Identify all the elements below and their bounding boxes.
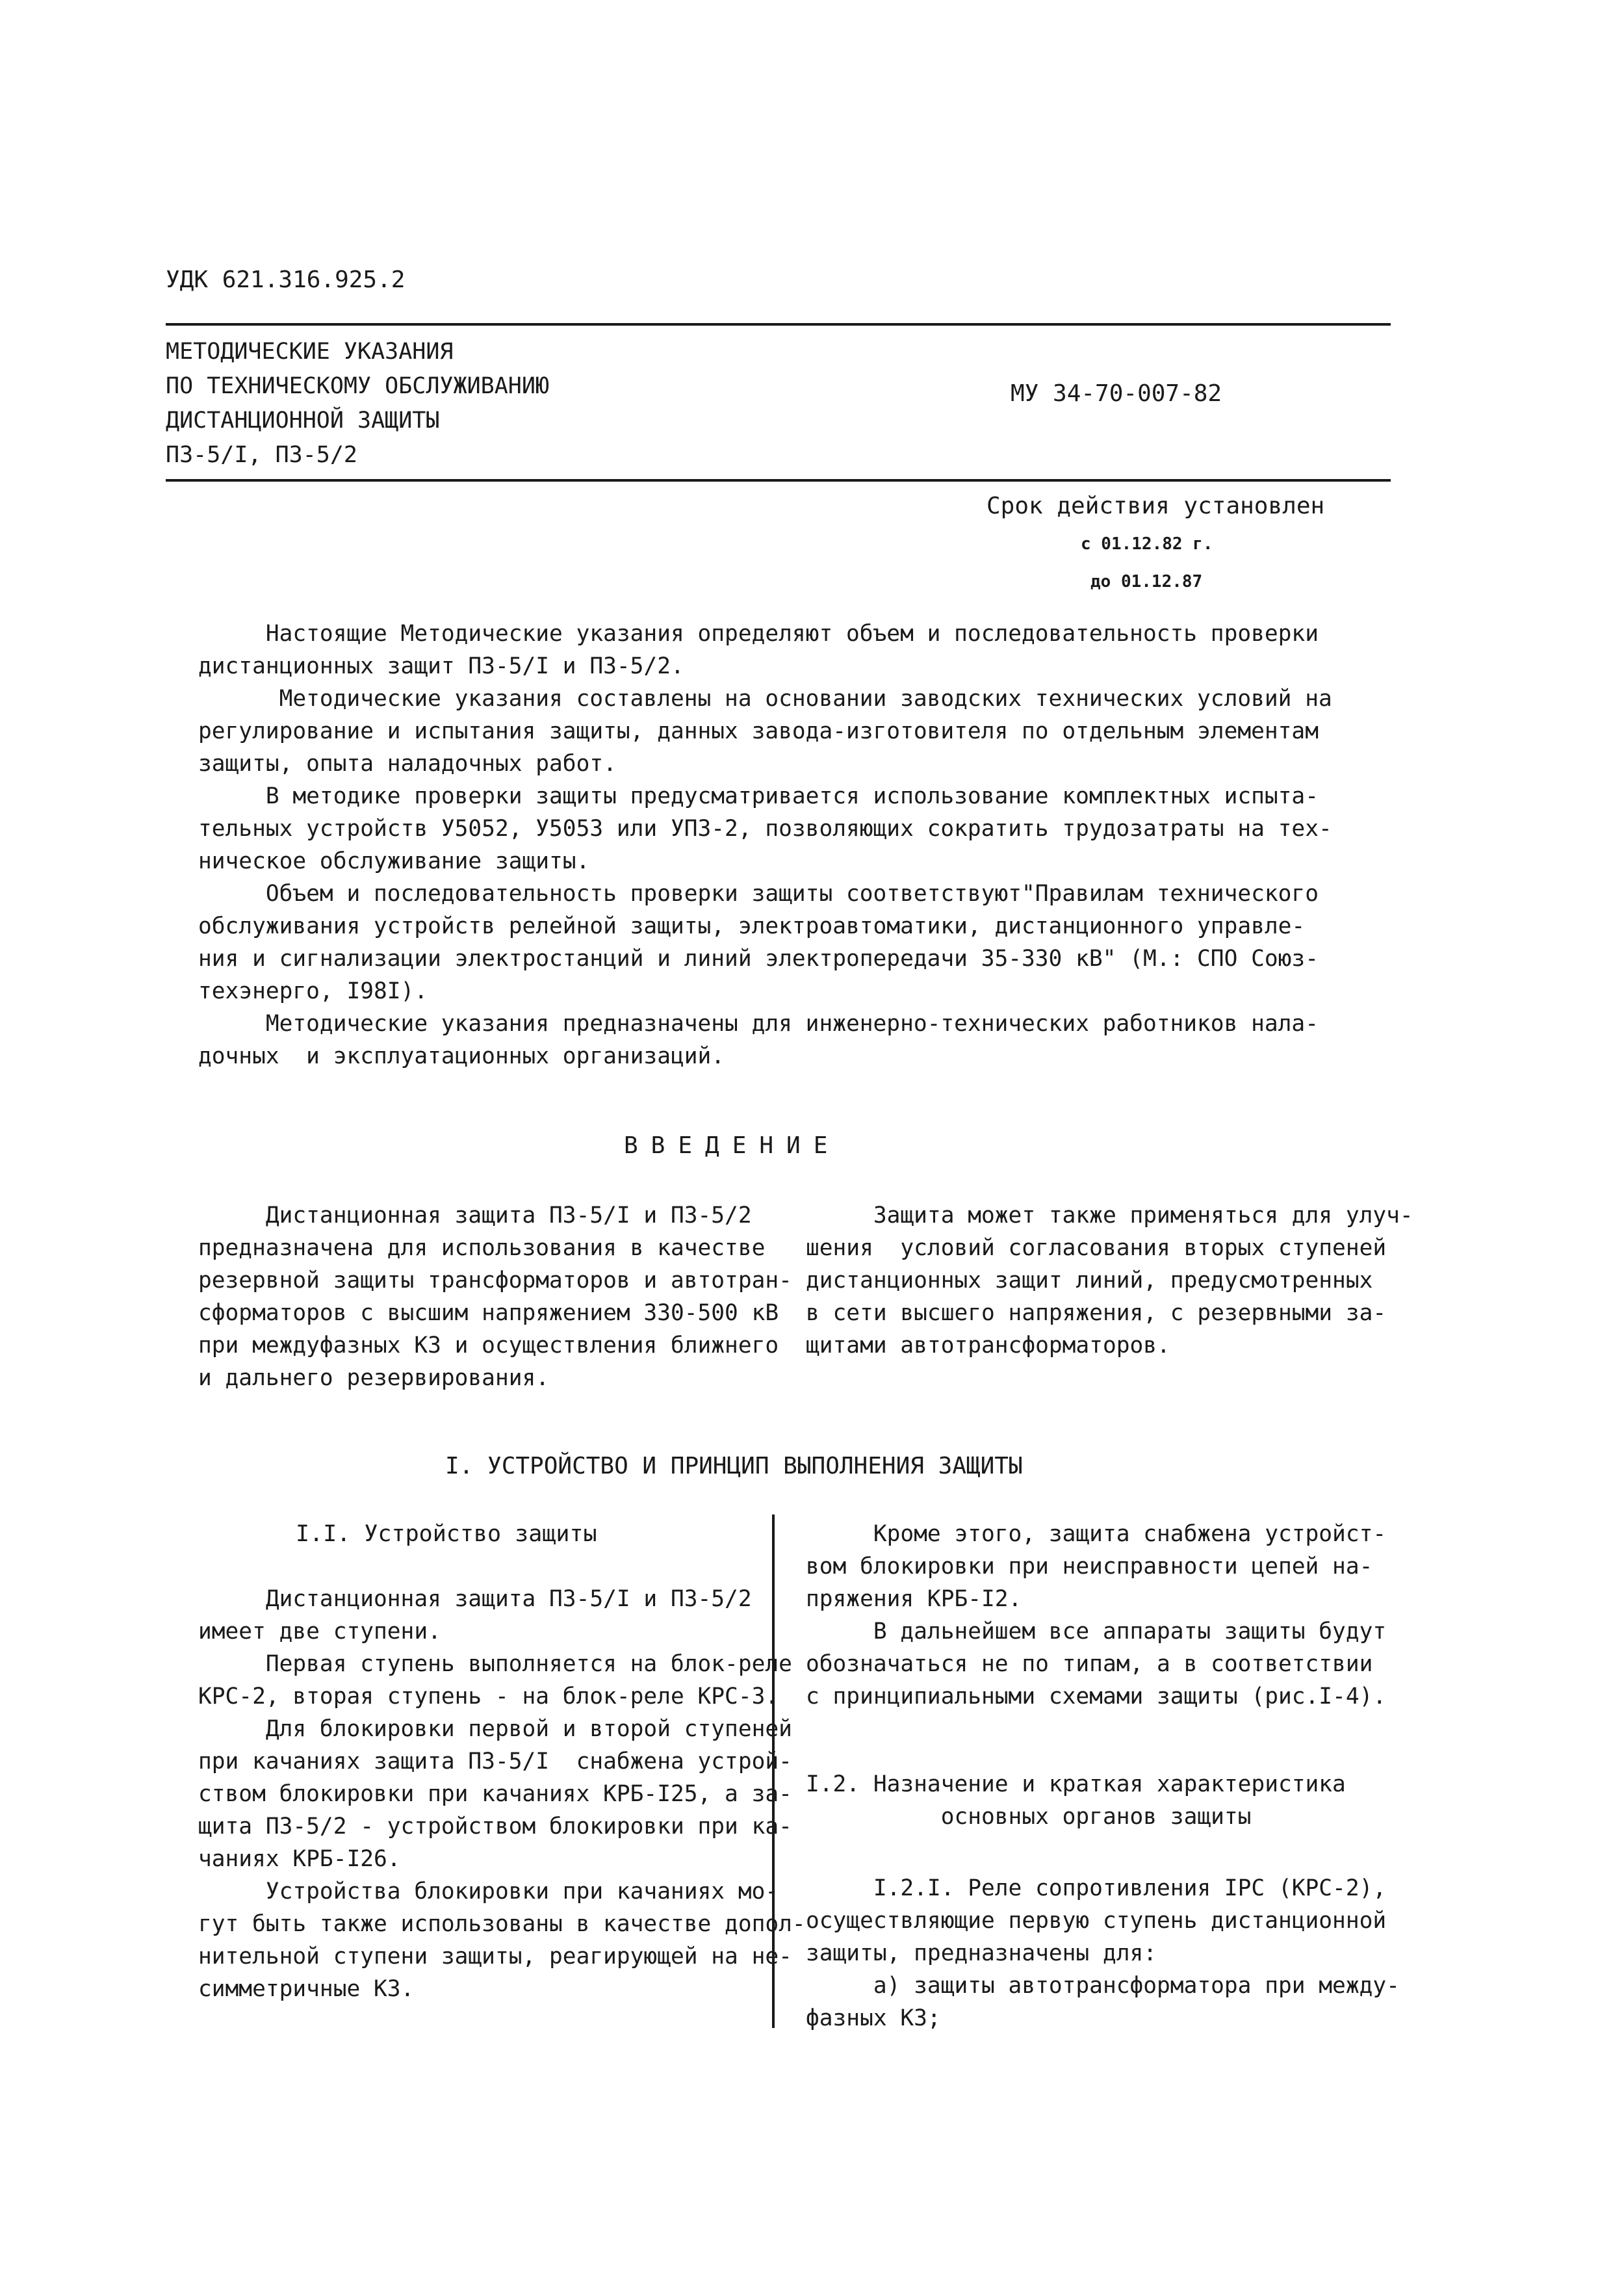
paragraph-line: Методические указания предназначены для инженерно-технических работников нала- (198, 1011, 1319, 1037)
document-code: МУ 34-70-007-82 (1011, 380, 1222, 407)
paragraph-line: КРС-2, вторая ступень - на блок-реле КРС-3. (198, 1684, 779, 1710)
paragraph-line: фазных КЗ; (806, 2005, 941, 2031)
paragraph-line: регулирование и испытания защиты, данных завода-изготовителя по отдельным элементам (198, 718, 1319, 744)
paragraph-line: щита ПЗ-5/2 - устройством блокировки при ка- (198, 1814, 792, 1840)
section-left-column (198, 1583, 806, 2005)
paragraph-line: нительной ступени защиты, реагирующей на не- (198, 1944, 792, 1970)
paragraph-line: Методические указания составлены на основании заводских технических условий на (198, 686, 1332, 712)
paragraph-line: сформаторов с высшим напряжением 330-500 кВ (198, 1300, 779, 1326)
validity-block (986, 488, 1324, 601)
heading-line: основных органов защиты (806, 1804, 1252, 1830)
intro-right-column (806, 1199, 1413, 1362)
intro-left-column (198, 1199, 792, 1394)
paragraph-line: с принципиальными схемами защиты (рис.I-4). (806, 1684, 1387, 1710)
paragraph-line: предназначена для использования в качестве (198, 1235, 766, 1261)
paragraph-line: шения условий согласования вторых ступеней (806, 1235, 1387, 1261)
header-rule-top (166, 323, 1391, 326)
paragraph-line: ническое обслуживание защиты. (198, 848, 590, 874)
paragraph-line: щитами автотрансформаторов. (806, 1332, 1170, 1358)
paragraph-line: при междуфазных КЗ и осуществления ближнего (198, 1332, 779, 1358)
paragraph-line: защиты, предназначены для: (806, 1940, 1157, 1966)
paragraph-line: дистанционных защит линий, предусмотренных (806, 1268, 1373, 1294)
paragraph-line: при качаниях защита ПЗ-5/I снабжена устрой- (198, 1748, 792, 1774)
heading-line: I.2. Назначение и краткая характеристика (806, 1771, 1346, 1797)
paragraph-line: ством блокировки при качаниях КРБ-I25, а за- (198, 1781, 792, 1807)
paragraph-line: В методике проверки защиты предусматривается использование комплектных испыта- (198, 783, 1319, 809)
title-line: ПЗ-5/I, ПЗ-5/2 (166, 442, 358, 468)
paragraph-line: симметричные КЗ. (198, 1976, 415, 2002)
paragraph-line: имеет две ступени. (198, 1618, 441, 1644)
header-rule-bottom (166, 479, 1391, 482)
paragraph-line: Дистанционная защита ПЗ-5/I и ПЗ-5/2 (198, 1202, 752, 1228)
paragraph-line: Объем и последовательность проверки защиты соответствуют"Правилам технического (198, 881, 1319, 907)
paragraph-line: обозначаться не по типам, а в соответствии (806, 1651, 1373, 1677)
paragraph-line: техэнерго, I98I). (198, 978, 428, 1004)
section-right-column (806, 1518, 1386, 1713)
section-right-column-continued (806, 1872, 1400, 2034)
validity-to: до 01.12.87 (1090, 572, 1203, 592)
paragraph-line: ния и сигнализации электростанций и линий электропередачи 35-330 кВ" (М.: СПО Союз- (198, 946, 1319, 972)
subsection-heading: I.I. Устройство защиты (296, 1521, 597, 1547)
paragraph-line: тельных устройств У5052, У5053 или УПЗ-2, позволяющих сократить трудозатраты на тех- (198, 816, 1332, 842)
paragraph-line: защиты, опыта наладочных работ. (198, 751, 617, 777)
title-line: МЕТОДИЧЕСКИЕ УКАЗАНИЯ (166, 339, 454, 365)
paragraph-line: пряжения КРБ-I2. (806, 1586, 1022, 1612)
subsection-heading (806, 1768, 1346, 1833)
paragraph-line: обслуживания устройств релейной защиты, электроавтоматики, дистанционного управле- (198, 913, 1306, 939)
paragraph-line: I.2.I. Реле сопротивления IPC (КРС-2), (806, 1875, 1387, 1901)
preamble-text (198, 618, 1332, 1072)
document-title (166, 335, 549, 473)
paragraph-line: гут быть также использованы в качестве допол- (198, 1911, 806, 1937)
udk-code: УДК 621.316.925.2 (166, 266, 406, 293)
paragraph-line: Устройства блокировки при качаниях мо- (198, 1878, 779, 1904)
paragraph-line: осуществляющие первую ступень дистанционной (806, 1908, 1387, 1934)
paragraph-line: Защита может также применяться для улуч- (806, 1202, 1413, 1228)
paragraph-line: а) защиты автотрансформатора при между- (806, 1973, 1400, 1999)
paragraph-line: дочных и эксплуатационных организаций. (198, 1043, 725, 1069)
paragraph-line: вом блокировки при неисправности цепей на- (806, 1554, 1373, 1580)
paragraph-line: Для блокировки первой и второй ступеней (198, 1716, 792, 1742)
paragraph-line: Первая ступень выполняется на блок-реле (198, 1651, 792, 1677)
paragraph-line: чаниях КРБ-I26. (198, 1846, 401, 1872)
intro-heading: ВВЕДЕНИЕ (624, 1132, 841, 1159)
validity-label: Срок действия установлен (986, 493, 1325, 519)
paragraph-line: дистанционных защит ПЗ-5/I и ПЗ-5/2. (198, 653, 684, 679)
paragraph-line: Настоящие Методические указания определяют объем и последовательность проверки (198, 621, 1319, 647)
paragraph-line: резервной защиты трансформаторов и автотран- (198, 1268, 792, 1294)
paragraph-line: и дальнего резервирования. (198, 1365, 550, 1391)
paragraph-line: Дистанционная защита ПЗ-5/I и ПЗ-5/2 (198, 1586, 752, 1612)
title-line: ПО ТЕХНИЧЕСКОМУ ОБСЛУЖИВАНИЮ (166, 373, 550, 399)
section-heading: I. УСТРОЙСТВО И ПРИНЦИП ВЫПОЛНЕНИЯ ЗАЩИТЫ (445, 1453, 1023, 1479)
paragraph-line: Кроме этого, защита снабжена устройст- (806, 1521, 1387, 1547)
title-line: ДИСТАНЦИОННОЙ ЗАЩИТЫ (166, 408, 440, 434)
paragraph-line: В дальнейшем все аппараты защиты будут (806, 1618, 1387, 1644)
paragraph-line: в сети высшего напряжения, с резервными за- (806, 1300, 1387, 1326)
validity-from: с 01.12.82 г. (1081, 534, 1213, 554)
